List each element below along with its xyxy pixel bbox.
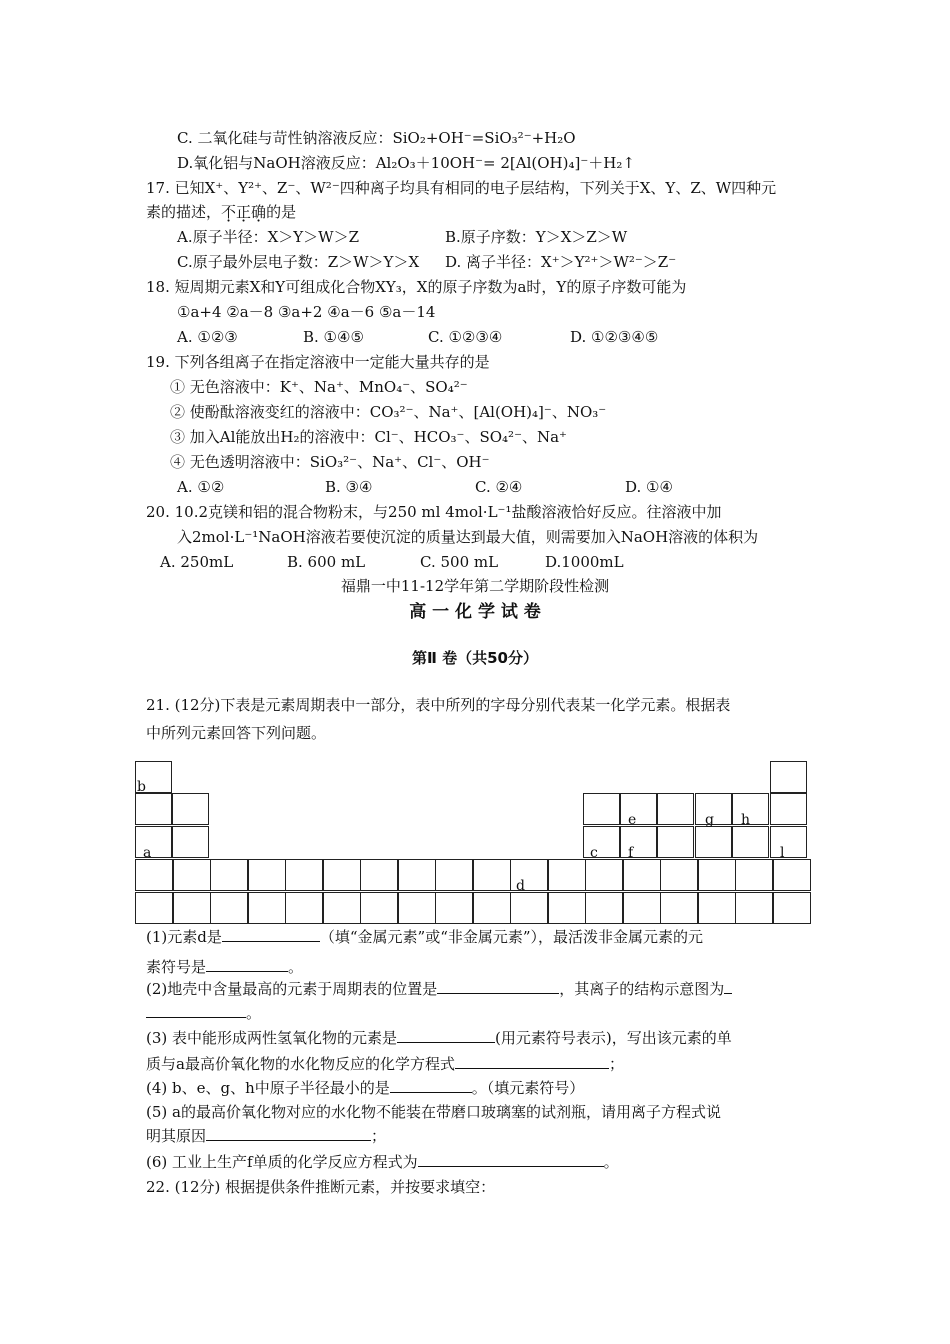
table-cell	[172, 826, 209, 858]
answer-blank[interactable]	[397, 1028, 495, 1043]
q21-part6-text: 。	[603, 1153, 619, 1171]
q18-option-a: A. ①②③	[177, 328, 238, 346]
table-cell	[135, 793, 172, 825]
q19-option-d: D. ①④	[625, 478, 673, 496]
q18-stem: 18. 短周期元素X和Y可组成化合物XY₃，X的原子序数为a时，Y的原子序数可能为	[146, 278, 687, 296]
table-cell	[735, 859, 773, 891]
table-cell	[323, 892, 361, 924]
q21-part1-text: 。	[288, 958, 304, 976]
table-cell	[135, 859, 173, 891]
table-cell	[732, 793, 769, 828]
q18-option-b: B. ①④⑤	[303, 328, 364, 346]
q21-part2-text: 。	[246, 1004, 262, 1022]
table-cell	[585, 859, 623, 891]
q17-option-d: D. 离子半径：X⁺＞Y²⁺＞W²⁻＞Z⁻	[445, 253, 677, 271]
q17-emphasis-char: 正	[236, 203, 252, 221]
answer-blank[interactable]	[437, 979, 559, 994]
q19-option-a: A. ①②	[177, 478, 225, 496]
table-cell	[732, 826, 769, 858]
q21-part6	[146, 1152, 619, 1172]
table-cell	[773, 892, 811, 924]
table-cell	[248, 892, 286, 924]
table-cell	[135, 892, 173, 924]
table-cell	[548, 859, 586, 891]
q18-choices: ①a+4 ②a－8 ③a+2 ④a－6 ⑤a－14	[177, 303, 436, 321]
table-cell	[548, 892, 586, 924]
table-cell	[173, 892, 211, 924]
q21-part4-text: (4) b、e、g、h中原子半径最小的是	[146, 1079, 390, 1097]
q21-part5-text: 明其原因	[146, 1127, 207, 1145]
table-cell	[435, 859, 473, 891]
q21-part5-line1: (5) a的最高价氧化物对应的水化物不能装在带磨口玻璃塞的试剂瓶，请用离子方程式说	[146, 1103, 721, 1121]
q17-stem-line2	[146, 202, 296, 222]
element-label-f: f	[628, 845, 634, 861]
q21-part5-line2	[146, 1126, 386, 1146]
table-cell	[473, 859, 511, 891]
q19-option-b: B. ③④	[325, 478, 373, 496]
q17-stem-line1: 17. 已知X⁺、Y²⁺、Z⁻、W²⁻四种离子均具有相同的电子层结构，下列关于X、Y、Z、W四种元	[146, 179, 777, 197]
q19-item-3: ③ 加入Al能放出H₂的溶液中：Cl⁻、HCO₃⁻、SO₄²⁻、Na⁺	[170, 428, 567, 446]
table-cell	[773, 859, 811, 891]
table-cell	[583, 826, 620, 861]
q18-option-c: C. ①②③④	[428, 328, 503, 346]
q21-part1-text: （填“金属元素”或“非金属元素”），最活泼非金属元素的元	[319, 928, 704, 946]
q19-item-2: ② 使酚酞溶液变红的溶液中：CO₃²⁻、Na⁺、[Al(OH)₄]⁻、NO₃⁻	[170, 403, 607, 421]
q21-part3-line1	[146, 1028, 732, 1048]
q21-part1-text: (1)元素d是	[146, 928, 222, 946]
q21-part2-line1	[146, 979, 732, 999]
table-cell	[173, 859, 211, 891]
table-cell	[698, 892, 736, 924]
element-label-g: g	[705, 812, 714, 828]
q21-part4-text: 。（填元素符号）	[471, 1079, 585, 1097]
table-cell	[285, 859, 323, 891]
table-cell	[657, 793, 694, 825]
q21-part6-text: (6) 工业上生产f单质的化学反应方程式为	[146, 1153, 418, 1171]
answer-blank[interactable]	[455, 1054, 609, 1069]
table-cell	[620, 826, 657, 861]
q20-option-d: D.1000mL	[545, 553, 624, 571]
q21-part1-text: 素符号是	[146, 958, 207, 976]
table-cell	[210, 892, 248, 924]
part-two-heading: 第Ⅱ 卷（共50分）	[412, 649, 538, 667]
q16-option-d: D.氧化铝与NaOH溶液反应：Al₂O₃＋10OH⁻= 2[Al(OH)₄]⁻＋H₂↑	[177, 154, 635, 172]
q21-part1-line2	[146, 957, 303, 977]
table-cell	[657, 826, 694, 858]
q21-part2-text: (2)地壳中含量最高的元素于周期表的位置是	[146, 980, 438, 998]
q17-stem-post: 的是	[266, 203, 297, 221]
table-cell	[583, 793, 620, 825]
q21-part1-line1	[146, 927, 703, 947]
element-label-a: a	[143, 845, 152, 861]
table-cell	[660, 892, 698, 924]
table-cell	[623, 859, 661, 891]
q21-part2-line2	[146, 1003, 261, 1023]
table-cell	[660, 859, 698, 891]
q20-stem-line1: 20. 10.2克镁和铝的混合物粉末，与250 ml 4mol·L⁻¹盐酸溶液恰好反应。往溶液中加	[146, 503, 722, 521]
table-cell	[135, 826, 172, 861]
table-cell	[770, 826, 807, 861]
table-cell	[398, 859, 436, 891]
q17-stem-pre: 素的描述，	[146, 203, 222, 221]
q21-part3-text: (3) 表中能形成两性氢氧化物的元素是	[146, 1029, 398, 1047]
q19-item-4: ④ 无色透明溶液中：SiO₃²⁻、Na⁺、Cl⁻、OH⁻	[170, 453, 490, 471]
answer-blank[interactable]	[206, 1126, 371, 1141]
answer-blank[interactable]	[418, 1152, 604, 1167]
q19-item-1: ① 无色溶液中：K⁺、Na⁺、MnO₄⁻、SO₄²⁻	[170, 378, 468, 396]
q17-option-b: B.原子序数：Y＞X＞Z＞W	[445, 228, 628, 246]
q21-part5-text: ；	[371, 1127, 387, 1145]
table-cell	[735, 892, 773, 924]
q21-stem-line1: 21. (12分)下表是元素周期表中一部分，表中所列的字母分别代表某一化学元素。根据表	[146, 696, 731, 714]
element-label-b: b	[137, 779, 146, 795]
q17-emphasis-char: 确	[251, 203, 267, 221]
table-cell	[398, 892, 436, 924]
table-cell	[285, 892, 323, 924]
answer-blank[interactable]	[206, 957, 288, 972]
answer-blank[interactable]	[222, 927, 320, 942]
element-label-c: c	[590, 845, 598, 861]
table-cell	[770, 761, 807, 793]
element-label-l: l	[780, 845, 785, 861]
q20-option-b: B. 600 mL	[287, 553, 366, 571]
q21-part4	[146, 1078, 584, 1098]
q20-option-a: A. 250mL	[160, 553, 234, 571]
table-cell	[360, 859, 398, 891]
school-header: 福鼎一中11-12学年第二学期阶段性检测	[340, 577, 610, 595]
table-cell	[695, 826, 732, 858]
q19-stem: 19. 下列各组离子在指定溶液中一定能大量共存的是	[146, 353, 490, 371]
table-cell	[172, 793, 209, 825]
answer-blank[interactable]	[724, 979, 732, 994]
q21-part3-text: (用元素符号表示)，写出该元素的单	[495, 1029, 732, 1047]
table-cell	[770, 793, 807, 825]
table-cell	[435, 892, 473, 924]
q20-stem-line2: 入2mol·L⁻¹NaOH溶液若要使沉淀的质量达到最大值，则需要加入NaOH溶液的体积为	[177, 528, 759, 546]
q21-stem-line2: 中所列元素回答下列问题。	[146, 724, 327, 742]
q19-option-c: C. ②④	[475, 478, 523, 496]
table-cell	[510, 892, 548, 924]
table-cell	[473, 892, 511, 924]
element-label-d: d	[516, 878, 525, 894]
q21-part3-text: ；	[608, 1055, 624, 1073]
table-cell	[248, 859, 286, 891]
element-label-h: h	[741, 812, 751, 828]
q21-part3-line2	[146, 1054, 624, 1074]
exam-title: 高 一 化 学 试 卷	[409, 602, 541, 622]
table-cell	[620, 793, 657, 828]
q22-stem: 22. (12分) 根据提供条件推断元素，并按要求填空：	[146, 1178, 496, 1196]
table-cell	[360, 892, 398, 924]
answer-blank[interactable]	[390, 1078, 472, 1093]
answer-blank[interactable]	[146, 1003, 246, 1018]
table-cell	[698, 859, 736, 891]
table-cell	[623, 892, 661, 924]
q17-option-c: C.原子最外层电子数：Z＞W＞Y＞X	[177, 253, 420, 271]
q16-option-c: C. 二氧化硅与苛性钠溶液反应：SiO₂+OH⁻=SiO₃²⁻+H₂O	[177, 129, 576, 147]
element-label-e: e	[628, 812, 637, 828]
q17-emphasis-char: 不	[221, 203, 237, 221]
table-cell	[323, 859, 361, 891]
q21-part3-text: 质与a最高价氧化物的水化物反应的化学方程式	[146, 1055, 455, 1073]
q21-part2-text: ，其离子的结构示意图为	[559, 980, 725, 998]
q18-option-d: D. ①②③④⑤	[570, 328, 659, 346]
q17-option-a: A.原子半径：X＞Y＞W＞Z	[177, 228, 360, 246]
table-cell	[585, 892, 623, 924]
table-cell	[210, 859, 248, 891]
q20-option-c: C. 500 mL	[420, 553, 499, 571]
